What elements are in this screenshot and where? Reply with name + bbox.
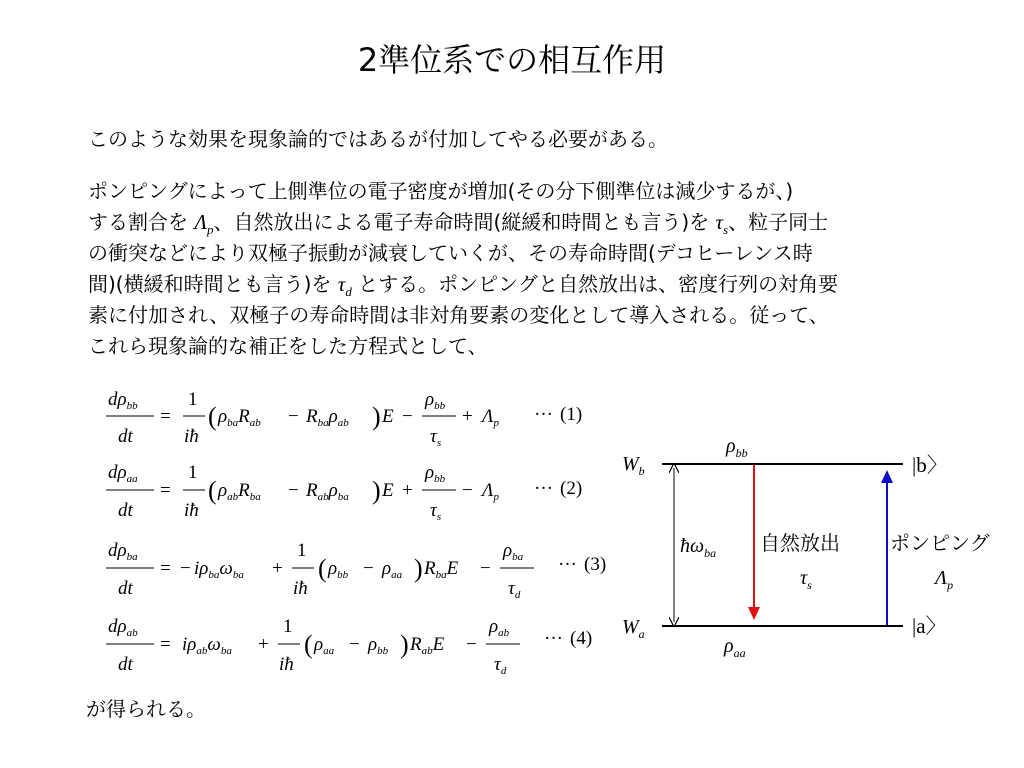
svg-text:+: + <box>462 406 473 427</box>
svg-text:+: + <box>402 480 413 501</box>
svg-text:iħ: iħ <box>184 500 199 521</box>
svg-text:=: = <box>160 406 171 427</box>
svg-text:ρbb: $\rho_{bb}$ <box>425 462 446 485</box>
svg-text:1: 1 <box>188 462 198 483</box>
svg-text:RabE: $R_{ab}E$ <box>410 634 445 657</box>
svg-text:τd: $\tau_d$ <box>494 654 507 677</box>
svg-text:dρaa: $d\rho_{aa}$ <box>108 462 138 485</box>
body-line-4a: 間)(横緩和時間とも言う)を <box>88 272 332 296</box>
dots-2: ··· <box>534 478 553 499</box>
svg-text:1: 1 <box>297 540 307 561</box>
svg-text:(: ( <box>208 402 217 431</box>
svg-text:): ) <box>372 476 381 505</box>
svg-text:−: − <box>466 634 477 655</box>
svg-text:τs: $\tau_s$ <box>430 426 442 449</box>
equation-1 <box>106 389 582 449</box>
svg-text:Rabρba: $R_{ab}\rho_{ba}$ <box>306 480 349 503</box>
equation-number-3: (3) <box>584 554 607 575</box>
body-line-3: の衝突などにより双極子振動が減衰していくが、その寿命時間(デコヒーレンス時 <box>88 241 813 265</box>
svg-text:ρaa: $\rho_{aa}$ <box>314 634 335 657</box>
tau-s-label: $\tau_s$ <box>800 567 812 592</box>
svg-text:=: = <box>160 480 171 501</box>
equation-3 <box>106 540 606 601</box>
svg-text:ρbb: $\rho_{bb}$ <box>425 389 446 412</box>
svg-text:dt: dt <box>118 426 133 447</box>
ket-b: |b〉 <box>912 453 948 477</box>
svg-text:=: = <box>160 558 171 579</box>
svg-text:−: − <box>462 480 473 501</box>
lambda-p-label: $\Lambda_p$ <box>935 567 954 592</box>
svg-text:ρbaRab: $\rho_{ba}R_{ab}$ <box>218 406 261 429</box>
svg-text:E: E <box>382 406 394 427</box>
dots-3: ··· <box>558 554 577 575</box>
svg-text:−: − <box>402 406 413 427</box>
svg-text:dρba: $d\rho_{ba}$ <box>108 540 138 563</box>
equation-number-4: (4) <box>570 628 593 649</box>
svg-text:(: ( <box>208 476 217 505</box>
svg-text:τd: $\tau_d$ <box>508 578 521 601</box>
level-a-energy: $W_a$ <box>622 616 645 641</box>
body-line-1: ポンピングによって上側準位の電子密度が増加(その分下側準位は減少するが、) <box>88 179 794 203</box>
svg-text:dt: dt <box>118 500 133 521</box>
svg-text:ρba: $\rho_{ba}$ <box>503 540 524 563</box>
body-line-2a: する割合を <box>88 210 188 234</box>
rho-bb-label: $\rho_{bb}$ <box>726 435 748 460</box>
svg-text:Rbaρab: $R_{ba}\rho_{ab}$ <box>306 406 349 429</box>
emission-label: 自然放出 <box>760 531 840 555</box>
svg-text:−: − <box>288 480 299 501</box>
svg-text:ρabRba: $\rho_{ab}R_{ba}$ <box>218 480 261 503</box>
svg-text:1: 1 <box>283 616 293 637</box>
intro-text: このような効果を現象論的ではあるが付加してやる必要がある。 <box>88 127 668 151</box>
svg-text:iħ: iħ <box>293 578 308 599</box>
outro-text: が得られる。 <box>86 697 206 721</box>
svg-text:τs: $\tau_s$ <box>430 500 442 523</box>
svg-text:+: + <box>272 558 283 579</box>
svg-text:dρab: $d\rho_{ab}$ <box>108 616 138 639</box>
svg-text:RbaE: $R_{ba}E$ <box>424 558 459 581</box>
svg-text:−: − <box>480 558 491 579</box>
rho-aa-label: $\rho_{aa}$ <box>724 635 746 660</box>
svg-text:ρbb: $\rho_{bb}$ <box>328 558 349 581</box>
energy-gap-label: $ħ\omega_{ba}$ <box>680 535 717 560</box>
svg-text:dρbb: $d\rho_{bb}$ <box>108 389 138 412</box>
dots-4: ··· <box>544 628 563 649</box>
svg-text:iρbaωba: $i\rho_{ba}\omega_{ba}$ <box>194 558 244 581</box>
svg-text:+: + <box>258 634 269 655</box>
svg-text:(: ( <box>304 630 313 659</box>
body-line-5: 素に付加され、双極子の寿命時間は非対角要素の変化として導入される。従って、 <box>88 303 829 327</box>
svg-text:dt: dt <box>118 654 133 675</box>
svg-text:iħ: iħ <box>279 654 294 675</box>
svg-text:iρabωba: $i\rho_{ab}\omega_{ba}$ <box>182 634 232 657</box>
svg-text:−: − <box>180 558 191 579</box>
body-line-6: これら現象論的な補正をした方程式として、 <box>88 334 488 358</box>
svg-text:Λp: $\Lambda_p$ <box>482 480 499 503</box>
svg-text:dt: dt <box>118 578 133 599</box>
svg-text:=: = <box>160 634 171 655</box>
math-tau-s: $\tau_s$ <box>715 210 729 238</box>
svg-text:1: 1 <box>188 389 198 410</box>
equation-2 <box>106 462 582 523</box>
ket-a: |a〉 <box>912 614 947 638</box>
level-b-energy: $W_b$ <box>622 453 645 478</box>
equation-number-1: (1) <box>560 404 583 425</box>
svg-text:ρbb: $\rho_{bb}$ <box>368 634 389 657</box>
page-title: 2準位系での相互作用 <box>357 41 667 79</box>
math-tau-d: $\tau_d$ <box>337 272 352 300</box>
svg-text:Λp: $\Lambda_p$ <box>482 406 499 429</box>
body-line-4b: とする。ポンピングと自然放出は、密度行列の対角要 <box>358 272 839 296</box>
body-line-2c: 、粒子同士 <box>728 210 829 234</box>
body-line-2b: 、自然放出による電子寿命時間(縦緩和時間とも言う)を <box>213 210 710 234</box>
svg-text:−: − <box>363 558 374 579</box>
energy-level-diagram <box>622 435 990 660</box>
svg-text:): ) <box>400 630 409 659</box>
svg-text:E: E <box>382 480 394 501</box>
svg-text:ρab: $\rho_{ab}$ <box>489 616 510 639</box>
equation-4 <box>106 616 592 677</box>
equation-number-2: (2) <box>560 478 583 499</box>
svg-text:): ) <box>414 554 423 583</box>
dots-1: ··· <box>534 404 553 425</box>
svg-text:ρaa: $\rho_{aa}$ <box>382 558 403 581</box>
pumping-label: ポンピング <box>890 531 990 555</box>
svg-text:iħ: iħ <box>184 426 199 447</box>
svg-text:(: ( <box>318 554 327 583</box>
svg-text:): ) <box>372 402 381 431</box>
svg-text:−: − <box>349 634 360 655</box>
math-lambda-p: $\Lambda_p$ <box>194 210 214 238</box>
svg-text:−: − <box>288 406 299 427</box>
